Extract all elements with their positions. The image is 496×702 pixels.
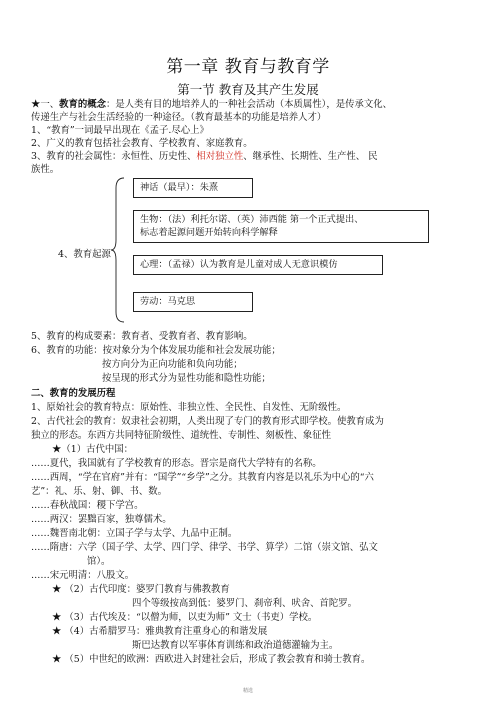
chapter-title: 第一章 教育与教育学 bbox=[166, 57, 330, 77]
history-sui-line-1: ……隋唐：六学（国子学、太学、四门学、律学、书学、算学）二馆（崇文馆、弘文 bbox=[31, 542, 378, 553]
origin-brace bbox=[110, 176, 130, 324]
history-europe: ★ （5）中世纪的欧洲：西欧进入封建社会后，形成了教会教育和骑士教育。 bbox=[52, 654, 371, 665]
history-zhou-line-1: ……西周，“学在官府”并有：“国学”“乡学”之分。其教育内容是以礼乐为中心的“六 bbox=[31, 472, 374, 483]
origin-biology-box bbox=[133, 210, 429, 243]
history-greece-line-2: 斯巴达教育以军事体育训练和政治道德灌输为主。 bbox=[132, 640, 339, 651]
history-egypt: ★ （3）古代埃及：“以僧为师，以吏为师” 文士（书吏）学校。 bbox=[52, 612, 318, 623]
concept-text-1: ：是人类有目的地培养人的一种社会活动（本质属性），是传承文化、 bbox=[106, 99, 392, 110]
item-6-line-1: 6、教育的功能：按对象分为个体发展功能和社会发展功能； bbox=[31, 345, 281, 356]
item-6-line-3: 按呈现的形式分为显性功能和隐性功能； bbox=[102, 373, 271, 384]
origin-label: 4、教育起源 bbox=[58, 249, 111, 260]
history-p1: 1、原始社会的教育特点：原始性、非独立性、全民性、自发性、无阶级性。 bbox=[31, 402, 347, 413]
item-6-line-2: 按方向分为正向功能和负向功能； bbox=[102, 359, 243, 370]
origin-myth-box bbox=[133, 178, 253, 198]
history-wei: ……魏晋南北朝：立国子学与太学、九品中正制。 bbox=[31, 528, 238, 539]
star-marker: ★一、 bbox=[31, 99, 60, 110]
item-3-pre: 3、教育的社会属性：永恒性、历史性、 bbox=[31, 151, 197, 162]
section-title: 第一节 教育及其产生发展 bbox=[177, 82, 319, 97]
page-footer: 精选 bbox=[242, 688, 253, 694]
history-p2-line-2: 独立的形态。东西方共同特征阶级性、道统性、专制性、刻板性、象征性 bbox=[31, 430, 332, 441]
history-india-line-2: 四个等级按高到低：婆罗门、刹帝利、吠舍、首陀罗。 bbox=[132, 598, 358, 609]
history-xia: ……夏代，我国就有了学校教育的形态。晋宗是商代大学特有的名称。 bbox=[31, 458, 322, 469]
history-p2-line-1: 2、古代社会的教育：奴隶社会初期，人类出现了专门的教育形式即学校。使教育成为 bbox=[31, 416, 384, 427]
history-han: ……两汉：罢黜百家，独尊儒术。 bbox=[31, 514, 172, 525]
origin-myth-text: 神话（最早）：朱熹 bbox=[140, 182, 219, 193]
history-sui-line-2: 馆）。 bbox=[87, 556, 111, 567]
item-1: 1、“教育”一词最早出现在《孟子.尽心上》 bbox=[31, 125, 209, 136]
history-greece-line-1: ★ （4）古希腊罗马：雅典教育注重身心的和谐发展 bbox=[52, 626, 268, 637]
history-china: ★（1）古代中国： bbox=[52, 444, 133, 455]
concept-line-1 bbox=[31, 98, 392, 111]
origin-labor-box bbox=[133, 292, 253, 312]
origin-psych-box bbox=[133, 255, 383, 275]
item-5: 5、教育的构成要素：教育者、受教育者、教育影响。 bbox=[31, 331, 253, 342]
history-zhou-line-2: 艺”：礼、乐、射、御、书、数。 bbox=[31, 486, 168, 497]
history-heading: 二、教育的发展历程 bbox=[31, 388, 116, 399]
history-india-line-1: ★ （2）古代印度：婆罗门教育与佛教教育 bbox=[52, 584, 230, 595]
item-3-line-2: 族性。 bbox=[31, 164, 60, 175]
item-3-post: 、继承性、长期性、生产性、 民 bbox=[243, 151, 378, 162]
origin-biology-line-1: 生物：（法）利托尔诺、（英）沛西能 第一个正式提出、 bbox=[140, 214, 364, 225]
history-song: ……宋元明清：八股文。 bbox=[31, 570, 135, 581]
origin-labor-text: 劳动：马克思 bbox=[140, 296, 196, 307]
item-3-line-1 bbox=[31, 150, 377, 163]
history-spring: ……春秋战国：稷下学宫。 bbox=[31, 500, 144, 511]
item-2: 2、广义的教育包括社会教育、学校教育、家庭教育。 bbox=[31, 138, 253, 149]
concept-label: 教育的概念 bbox=[59, 99, 107, 110]
origin-biology-line-2: 标志着起源问题开始转向科学解释 bbox=[140, 227, 278, 238]
concept-line-2: 传递生产与社会生活经验的一种途径。（教育最基本的功能是培养人才） bbox=[31, 112, 327, 123]
origin-psych-text: 心理：（孟禄）认为教育是儿童对成人无意识模仿 bbox=[140, 259, 338, 270]
item-3-highlight: 相对独立性 bbox=[196, 151, 244, 162]
